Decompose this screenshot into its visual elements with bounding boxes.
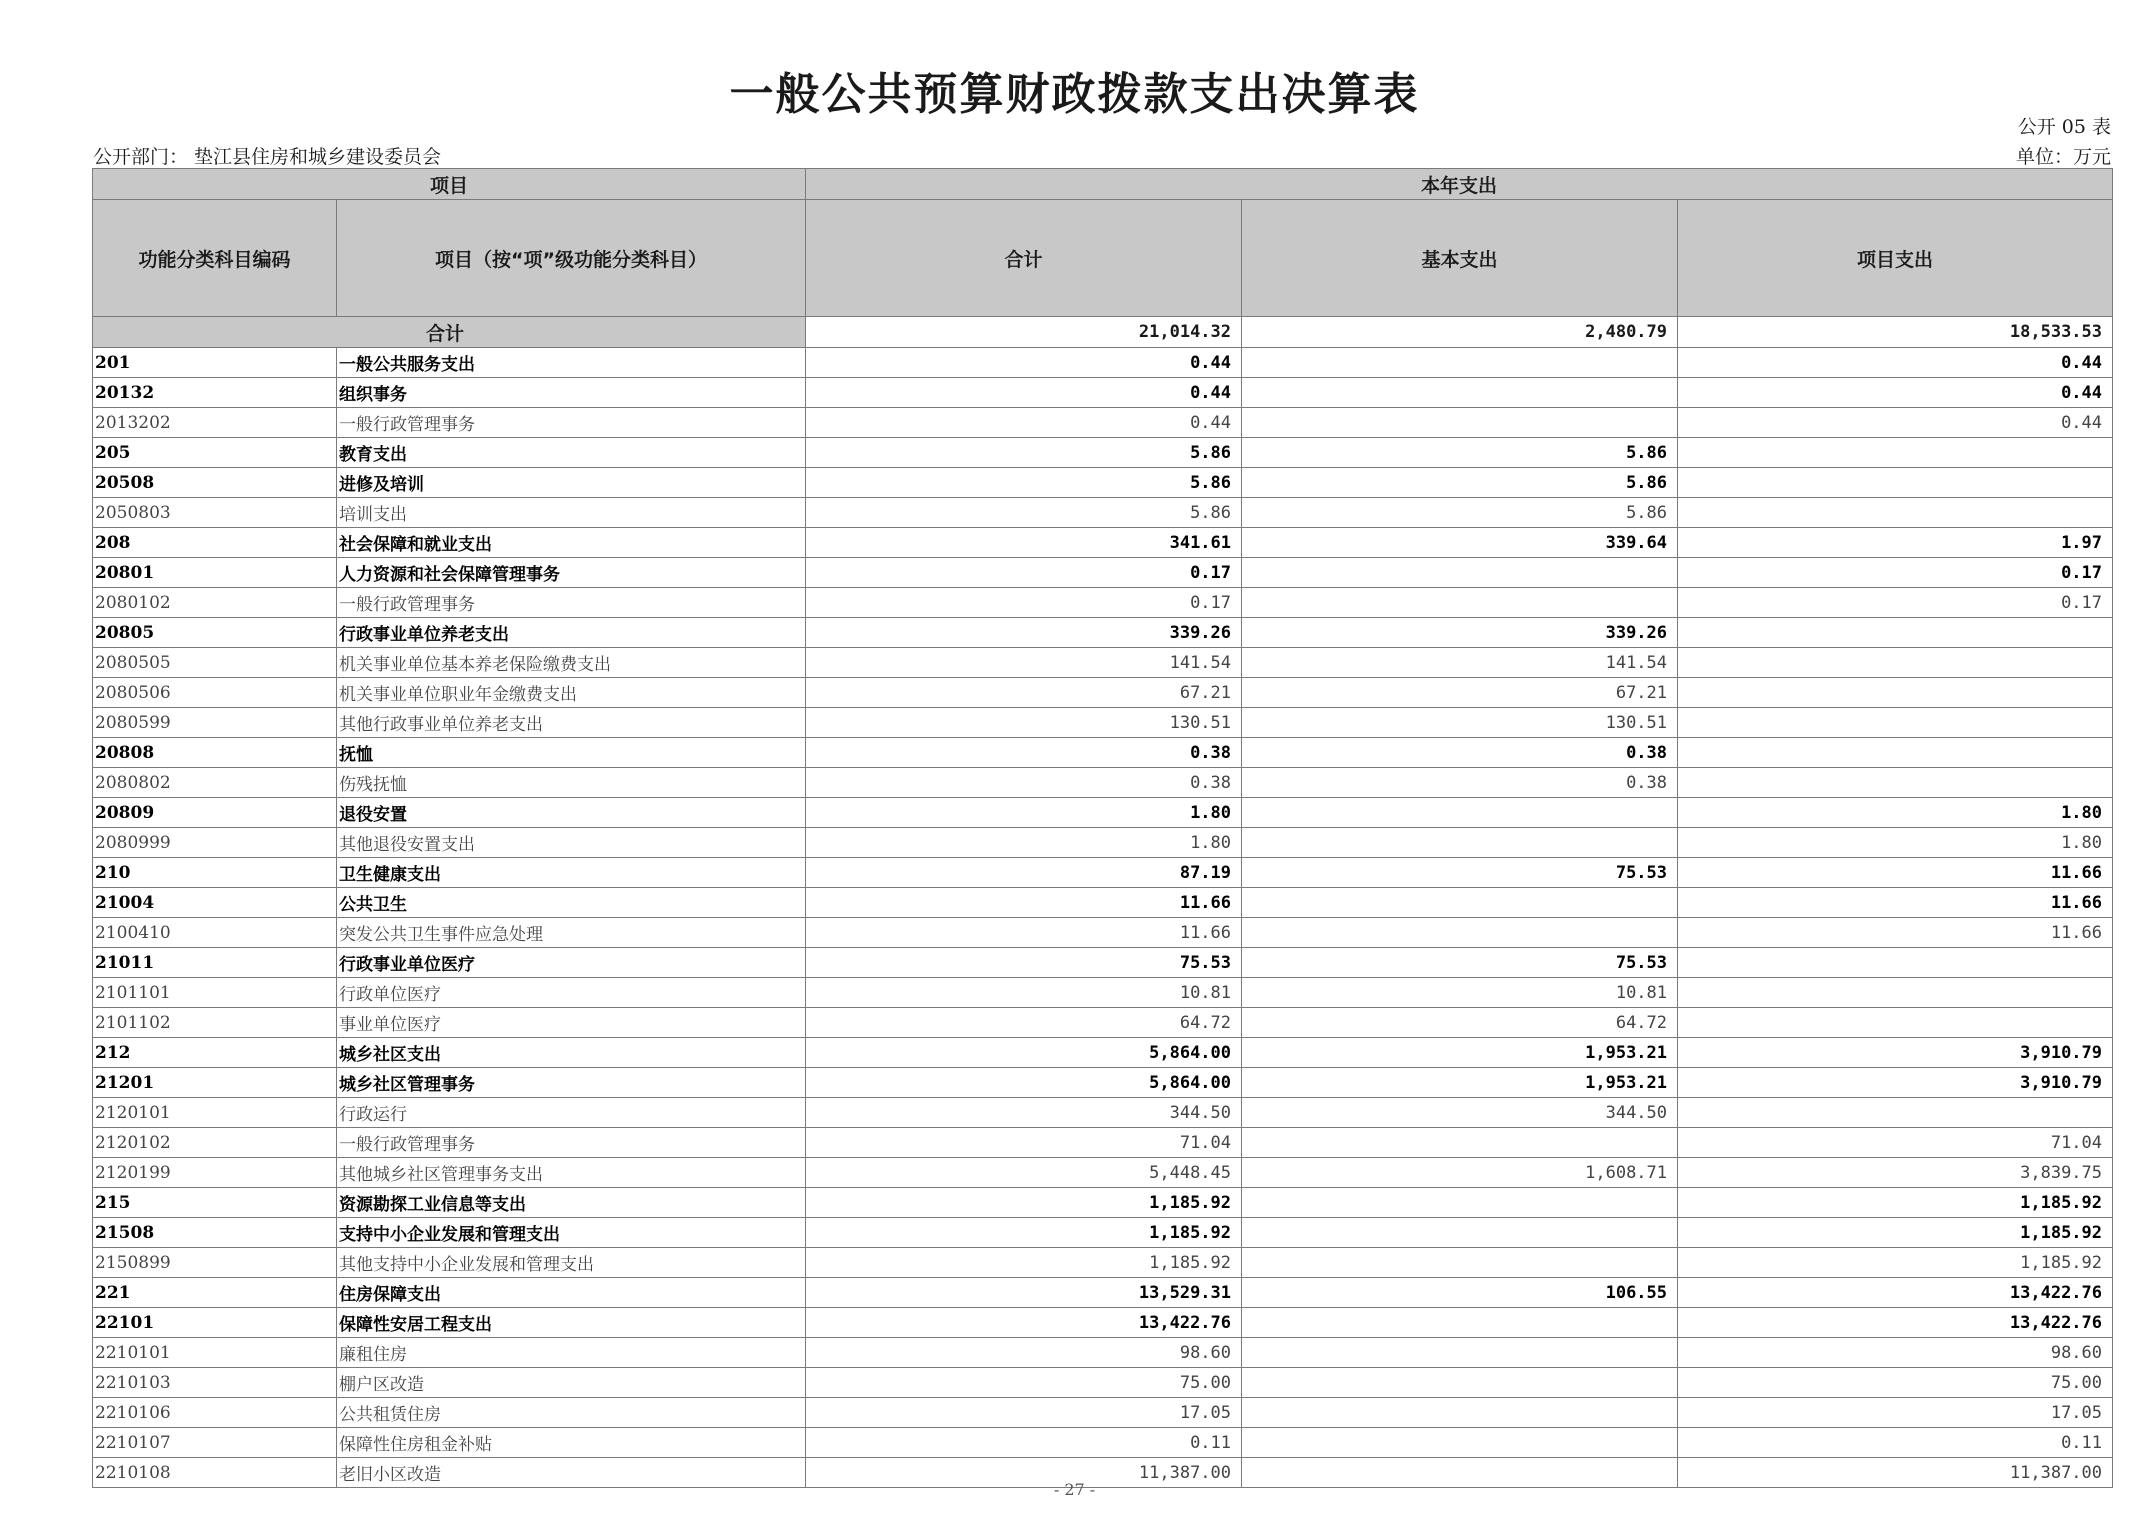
- row-project: [1678, 498, 2113, 528]
- row-project: 1.80: [1678, 828, 2113, 858]
- row-name: 机关事业单位职业年金缴费支出: [337, 678, 806, 708]
- row-total: 130.51: [806, 708, 1242, 738]
- row-name: 保障性住房租金补贴: [337, 1428, 806, 1458]
- row-code: 210: [93, 858, 337, 888]
- row-total: 5,864.00: [806, 1068, 1242, 1098]
- row-name: 培训支出: [337, 498, 806, 528]
- row-project: [1678, 1008, 2113, 1038]
- row-basic: [1242, 1128, 1678, 1158]
- row-total: 71.04: [806, 1128, 1242, 1158]
- table-row: [93, 978, 2113, 1008]
- row-project: [1678, 738, 2113, 768]
- row-project: [1678, 948, 2113, 978]
- row-basic: 5.86: [1242, 498, 1678, 528]
- row-code: 22101: [93, 1308, 337, 1338]
- row-total: 341.61: [806, 528, 1242, 558]
- row-total: 5.86: [806, 498, 1242, 528]
- row-total: 87.19: [806, 858, 1242, 888]
- row-project: 11,387.00: [1678, 1458, 2113, 1488]
- table-row: [93, 1068, 2113, 1098]
- table-row: [93, 618, 2113, 648]
- row-code: 2080506: [93, 678, 337, 708]
- table-row: [93, 1278, 2113, 1308]
- row-name: 行政运行: [337, 1098, 806, 1128]
- row-project: 13,422.76: [1678, 1278, 2113, 1308]
- row-total: 13,529.31: [806, 1278, 1242, 1308]
- row-name: 退役安置: [337, 798, 806, 828]
- total-project: 18,533.53: [1678, 317, 2113, 348]
- row-code: 2210107: [93, 1428, 337, 1458]
- row-name: 其他退役安置支出: [337, 828, 806, 858]
- row-total: 1.80: [806, 798, 1242, 828]
- row-name: 城乡社区支出: [337, 1038, 806, 1068]
- row-total: 1,185.92: [806, 1248, 1242, 1278]
- row-basic: [1242, 588, 1678, 618]
- row-project: 0.44: [1678, 348, 2113, 378]
- row-code: 205: [93, 438, 337, 468]
- row-total: 5,448.45: [806, 1158, 1242, 1188]
- header-total: 合计: [806, 200, 1242, 317]
- table-row: [93, 408, 2113, 438]
- row-project: 0.44: [1678, 378, 2113, 408]
- row-total: 0.44: [806, 378, 1242, 408]
- table-row: [93, 468, 2113, 498]
- row-name: 事业单位医疗: [337, 1008, 806, 1038]
- row-basic: 106.55: [1242, 1278, 1678, 1308]
- row-code: 2210106: [93, 1398, 337, 1428]
- table-row: [93, 858, 2113, 888]
- unit-label: 单位：万元: [2015, 146, 2111, 168]
- table-row: [93, 558, 2113, 588]
- row-code: 20809: [93, 798, 337, 828]
- row-total: 0.38: [806, 768, 1242, 798]
- page-title: 一般公共预算财政拨款支出决算表: [729, 69, 1420, 120]
- row-code: 2120101: [93, 1098, 337, 1128]
- table-row: [93, 738, 2113, 768]
- table-row: [93, 378, 2113, 408]
- row-total: 75.53: [806, 948, 1242, 978]
- row-project: 0.11: [1678, 1428, 2113, 1458]
- row-code: 2120102: [93, 1128, 337, 1158]
- row-basic: [1242, 1218, 1678, 1248]
- row-code: 2080599: [93, 708, 337, 738]
- row-basic: [1242, 1428, 1678, 1458]
- row-basic: [1242, 1338, 1678, 1368]
- row-name: 保障性安居工程支出: [337, 1308, 806, 1338]
- table-row: [93, 498, 2113, 528]
- row-name: 资源勘探工业信息等支出: [337, 1188, 806, 1218]
- table-row: [93, 1368, 2113, 1398]
- row-name: 廉租住房: [337, 1338, 806, 1368]
- row-project: [1678, 978, 2113, 1008]
- row-project: 13,422.76: [1678, 1308, 2113, 1338]
- row-total: 344.50: [806, 1098, 1242, 1128]
- row-total: 64.72: [806, 1008, 1242, 1038]
- row-name: 机关事业单位基本养老保险缴费支出: [337, 648, 806, 678]
- row-code: 2101102: [93, 1008, 337, 1038]
- table-row: [93, 1248, 2113, 1278]
- row-code: 2210101: [93, 1338, 337, 1368]
- total-total: 21,014.32: [806, 317, 1242, 348]
- table-row: [93, 1158, 2113, 1188]
- row-basic: [1242, 348, 1678, 378]
- table-row: [93, 708, 2113, 738]
- table-row: [93, 1038, 2113, 1068]
- row-code: 215: [93, 1188, 337, 1218]
- row-name: 组织事务: [337, 378, 806, 408]
- row-project: 17.05: [1678, 1398, 2113, 1428]
- row-code: 21201: [93, 1068, 337, 1098]
- row-project: 3,839.75: [1678, 1158, 2113, 1188]
- row-project: 1.97: [1678, 528, 2113, 558]
- row-basic: 0.38: [1242, 738, 1678, 768]
- row-basic: [1242, 558, 1678, 588]
- row-code: 21011: [93, 948, 337, 978]
- row-total: 10.81: [806, 978, 1242, 1008]
- row-project: [1678, 678, 2113, 708]
- row-code: 20805: [93, 618, 337, 648]
- row-code: 2080802: [93, 768, 337, 798]
- row-total: 0.17: [806, 588, 1242, 618]
- row-basic: 141.54: [1242, 648, 1678, 678]
- row-name: 进修及培训: [337, 468, 806, 498]
- row-basic: 1,953.21: [1242, 1068, 1678, 1098]
- row-total: 0.44: [806, 348, 1242, 378]
- row-project: 1.80: [1678, 798, 2113, 828]
- row-code: 2013202: [93, 408, 337, 438]
- row-basic: [1242, 1368, 1678, 1398]
- row-total: 0.17: [806, 558, 1242, 588]
- row-code: 212: [93, 1038, 337, 1068]
- row-basic: [1242, 1308, 1678, 1338]
- table-row: [93, 528, 2113, 558]
- row-basic: 1,953.21: [1242, 1038, 1678, 1068]
- row-name: 住房保障支出: [337, 1278, 806, 1308]
- row-code: 2080505: [93, 648, 337, 678]
- row-code: 208: [93, 528, 337, 558]
- row-code: 2150899: [93, 1248, 337, 1278]
- row-project: 98.60: [1678, 1338, 2113, 1368]
- row-name: 一般行政管理事务: [337, 408, 806, 438]
- table-row: [93, 648, 2113, 678]
- row-code: 20808: [93, 738, 337, 768]
- row-name: 其他行政事业单位养老支出: [337, 708, 806, 738]
- table-row: [93, 768, 2113, 798]
- row-name: 行政事业单位养老支出: [337, 618, 806, 648]
- row-name: 棚户区改造: [337, 1368, 806, 1398]
- table-row: [93, 678, 2113, 708]
- table-row: [93, 888, 2113, 918]
- row-code: 2120199: [93, 1158, 337, 1188]
- table-row: [93, 1428, 2113, 1458]
- row-basic: 67.21: [1242, 678, 1678, 708]
- expenditure-table: [92, 168, 2113, 1488]
- row-basic: 339.26: [1242, 618, 1678, 648]
- row-project: [1678, 468, 2113, 498]
- row-code: 20508: [93, 468, 337, 498]
- row-basic: [1242, 408, 1678, 438]
- row-total: 5.86: [806, 468, 1242, 498]
- row-basic: [1242, 1188, 1678, 1218]
- row-name: 一般行政管理事务: [337, 588, 806, 618]
- table-row: [93, 1338, 2113, 1368]
- row-basic: 344.50: [1242, 1098, 1678, 1128]
- row-total: 339.26: [806, 618, 1242, 648]
- row-total: 1,185.92: [806, 1218, 1242, 1248]
- row-project: [1678, 708, 2113, 738]
- row-code: 2210108: [93, 1458, 337, 1488]
- row-project: 0.44: [1678, 408, 2113, 438]
- table-row: [93, 348, 2113, 378]
- table-row: [93, 438, 2113, 468]
- row-basic: [1242, 1248, 1678, 1278]
- row-code: 2080999: [93, 828, 337, 858]
- row-basic: [1242, 798, 1678, 828]
- row-name: 行政单位医疗: [337, 978, 806, 1008]
- header-code: 功能分类科目编码: [93, 200, 337, 317]
- table-row: [93, 1098, 2113, 1128]
- row-code: 2210103: [93, 1368, 337, 1398]
- row-name: 一般行政管理事务: [337, 1128, 806, 1158]
- row-total: 0.44: [806, 408, 1242, 438]
- row-total: 0.38: [806, 738, 1242, 768]
- row-total: 13,422.76: [806, 1308, 1242, 1338]
- row-basic: [1242, 1398, 1678, 1428]
- row-total: 98.60: [806, 1338, 1242, 1368]
- row-total: 141.54: [806, 648, 1242, 678]
- row-code: 2101101: [93, 978, 337, 1008]
- row-basic: 5.86: [1242, 438, 1678, 468]
- table-row: [93, 1008, 2113, 1038]
- row-project: 1,185.92: [1678, 1188, 2113, 1218]
- row-name: 其他支持中小企业发展和管理支出: [337, 1248, 806, 1278]
- row-total: 17.05: [806, 1398, 1242, 1428]
- table-row: [93, 588, 2113, 618]
- row-code: 2050803: [93, 498, 337, 528]
- row-code: 201: [93, 348, 337, 378]
- meta-line: [93, 142, 2111, 169]
- row-name: 社会保障和就业支出: [337, 528, 806, 558]
- row-project: 71.04: [1678, 1128, 2113, 1158]
- row-project: 3,910.79: [1678, 1038, 2113, 1068]
- row-total: 75.00: [806, 1368, 1242, 1398]
- row-name: 支持中小企业发展和管理支出: [337, 1218, 806, 1248]
- row-name: 老旧小区改造: [337, 1458, 806, 1488]
- row-basic: 75.53: [1242, 858, 1678, 888]
- row-project: 1,185.92: [1678, 1248, 2113, 1278]
- row-code: 21004: [93, 888, 337, 918]
- row-basic: 75.53: [1242, 948, 1678, 978]
- row-name: 一般公共服务支出: [337, 348, 806, 378]
- row-total: 1.80: [806, 828, 1242, 858]
- row-total: 1,185.92: [806, 1188, 1242, 1218]
- row-project: 11.66: [1678, 918, 2113, 948]
- header-basic: 基本支出: [1242, 200, 1678, 317]
- row-code: 20801: [93, 558, 337, 588]
- table-row: [93, 1308, 2113, 1338]
- row-total: 0.11: [806, 1428, 1242, 1458]
- row-basic: [1242, 828, 1678, 858]
- row-name: 城乡社区管理事务: [337, 1068, 806, 1098]
- row-basic: 1,608.71: [1242, 1158, 1678, 1188]
- table-row: [93, 918, 2113, 948]
- table-row: [93, 1218, 2113, 1248]
- row-name: 公共卫生: [337, 888, 806, 918]
- row-project: 0.17: [1678, 558, 2113, 588]
- row-name: 人力资源和社会保障管理事务: [337, 558, 806, 588]
- row-project: 11.66: [1678, 858, 2113, 888]
- page-number: - 27 -: [1053, 1480, 1096, 1499]
- row-total: 11.66: [806, 888, 1242, 918]
- row-project: 3,910.79: [1678, 1068, 2113, 1098]
- row-total: 5,864.00: [806, 1038, 1242, 1068]
- row-basic: 0.38: [1242, 768, 1678, 798]
- table-row: [93, 1398, 2113, 1428]
- table-row: [93, 798, 2113, 828]
- row-name: 公共租赁住房: [337, 1398, 806, 1428]
- table-row: [93, 948, 2113, 978]
- row-code: 2100410: [93, 918, 337, 948]
- row-project: 0.17: [1678, 588, 2113, 618]
- row-project: [1678, 648, 2113, 678]
- row-code: 221: [93, 1278, 337, 1308]
- row-project: [1678, 618, 2113, 648]
- row-name: 抚恤: [337, 738, 806, 768]
- row-basic: [1242, 888, 1678, 918]
- row-code: 21508: [93, 1218, 337, 1248]
- row-project: [1678, 1098, 2113, 1128]
- row-name: 其他城乡社区管理事务支出: [337, 1158, 806, 1188]
- row-total: 67.21: [806, 678, 1242, 708]
- row-basic: 10.81: [1242, 978, 1678, 1008]
- row-code: 20132: [93, 378, 337, 408]
- row-name: 伤残抚恤: [337, 768, 806, 798]
- row-basic: 130.51: [1242, 708, 1678, 738]
- row-basic: 339.64: [1242, 528, 1678, 558]
- row-code: 2080102: [93, 588, 337, 618]
- row-basic: 5.86: [1242, 468, 1678, 498]
- header-project: 项目支出: [1678, 200, 2113, 317]
- row-name: 卫生健康支出: [337, 858, 806, 888]
- row-project: 11.66: [1678, 888, 2113, 918]
- total-label: 合计: [93, 317, 806, 348]
- total-basic: 2,480.79: [1242, 317, 1678, 348]
- row-name: 教育支出: [337, 438, 806, 468]
- row-project: 1,185.92: [1678, 1218, 2113, 1248]
- row-project: [1678, 438, 2113, 468]
- row-basic: 64.72: [1242, 1008, 1678, 1038]
- header-name: 项目（按“项”级功能分类科目）: [337, 200, 806, 317]
- table-row: [93, 828, 2113, 858]
- row-name: 行政事业单位医疗: [337, 948, 806, 978]
- row-basic: [1242, 918, 1678, 948]
- table-row: [93, 1128, 2113, 1158]
- table-row: [93, 1188, 2113, 1218]
- row-total: 11,387.00: [806, 1458, 1242, 1488]
- row-project: [1678, 768, 2113, 798]
- header-current-year: 本年支出: [806, 169, 2113, 200]
- row-total: 11.66: [806, 918, 1242, 948]
- department-label: 公开部门： 垫江县住房和城乡建设委员会: [93, 146, 442, 168]
- total-row: [93, 317, 2113, 348]
- row-name: 突发公共卫生事件应急处理: [337, 918, 806, 948]
- row-basic: [1242, 378, 1678, 408]
- header-item: 项目: [93, 169, 806, 200]
- row-project: 75.00: [1678, 1368, 2113, 1398]
- table-number: 公开 05 表: [2017, 116, 2111, 138]
- row-total: 5.86: [806, 438, 1242, 468]
